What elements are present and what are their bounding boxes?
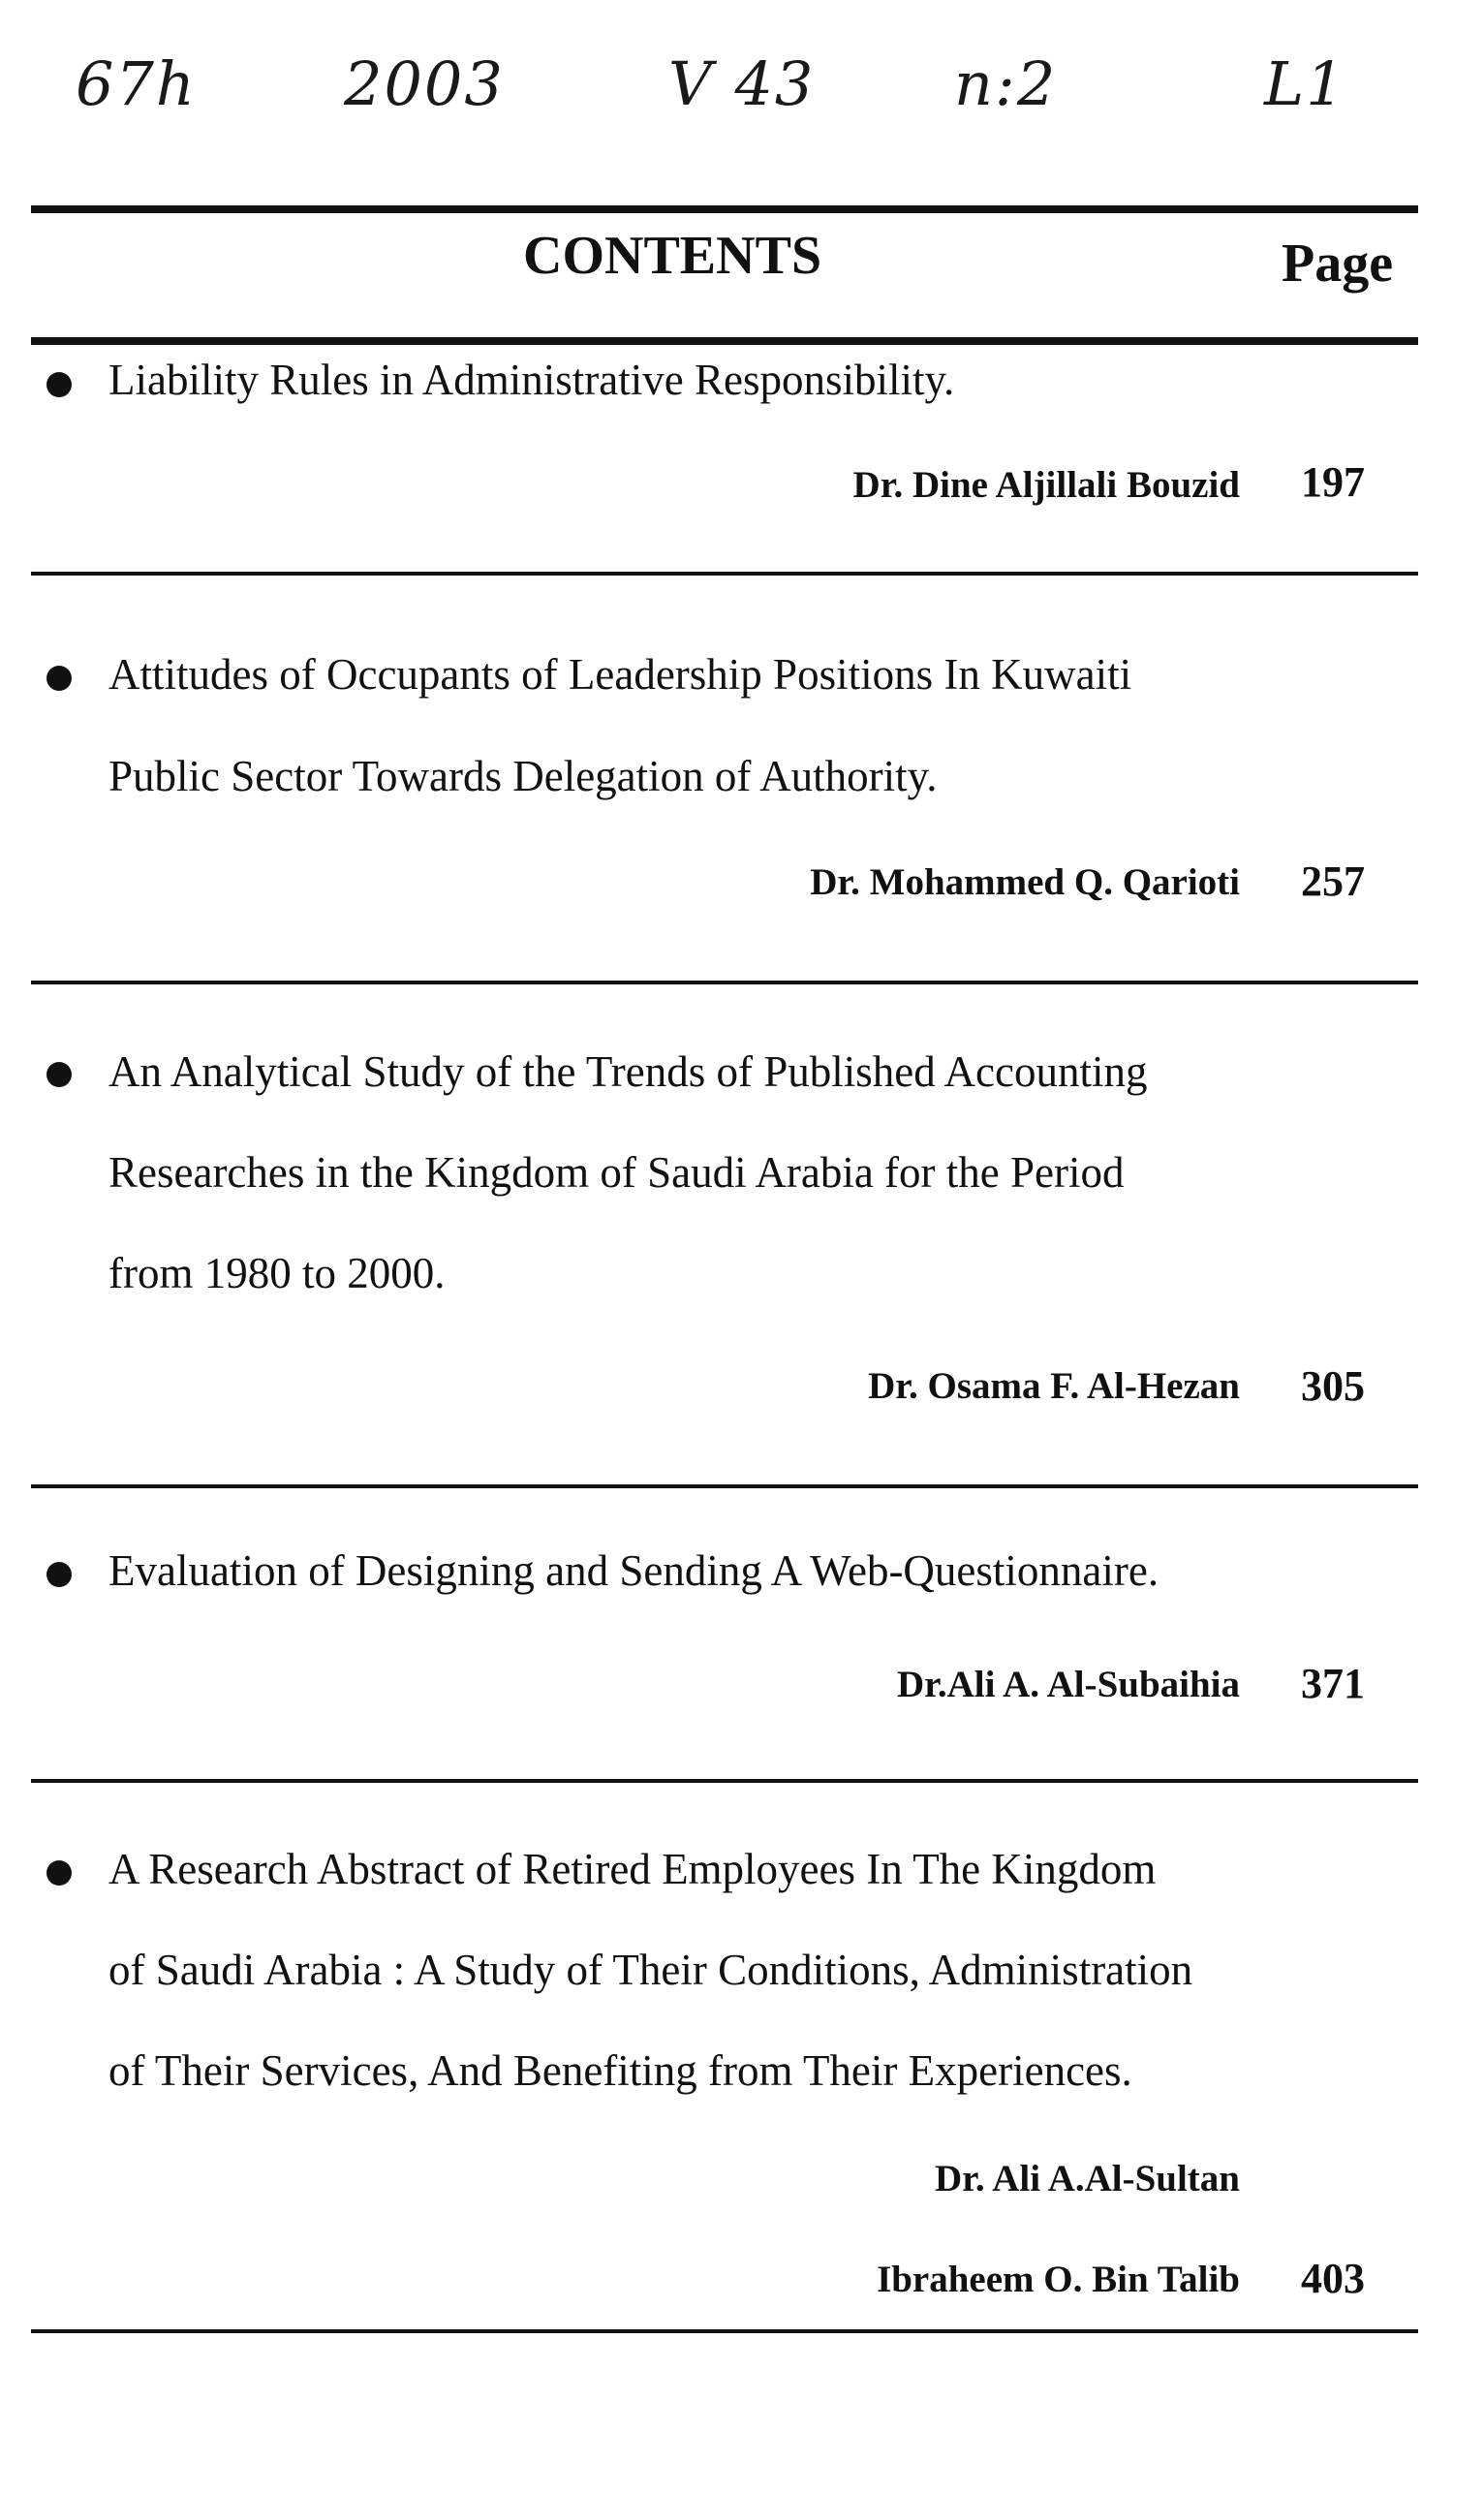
entry-divider <box>31 1779 1418 1783</box>
entry-author: Dr. Dine Aljillali Bouzid <box>852 464 1240 506</box>
entry-title-line: A Research Abstract of Retired Employees In The Kingdom <box>108 1845 1157 1893</box>
entry-author: Dr. Ali A.Al-Sultan <box>935 2158 1240 2199</box>
entry-title-line: An Analytical Study of the Trends of Published Accounting <box>108 1047 1148 1096</box>
entry-title-line: Liability Rules in Administrative Responsibility. <box>108 356 955 404</box>
entry-author: Dr. Osama F. Al-Hezan <box>868 1365 1240 1407</box>
entry-title-line: Researches in the Kingdom of Saudi Arabia for the Period <box>108 1148 1125 1197</box>
handwritten-note-1: 67h <box>76 48 197 119</box>
entry-divider <box>31 981 1418 984</box>
entry-author: Ibraheem O. Bin Talib <box>877 2259 1240 2300</box>
bullet-icon <box>46 1562 72 1587</box>
entry-page-number: 403 <box>1301 2255 1365 2302</box>
contents-heading: CONTENTS <box>523 226 822 286</box>
entry-title-line: Evaluation of Designing and Sending A Web-Questionnaire. <box>108 1546 1159 1595</box>
handwritten-note-2: 2003 <box>344 48 505 119</box>
entry-page-number: 257 <box>1301 858 1365 905</box>
handwritten-note-4: n:2 <box>954 48 1058 119</box>
entry-title-line: Attitudes of Occupants of Leadership Positions In Kuwaiti <box>108 650 1132 699</box>
entry-title-line: Public Sector Towards Delegation of Authority. <box>108 752 938 800</box>
header-top-rule <box>31 205 1418 213</box>
header-bottom-rule <box>31 337 1418 345</box>
entry-page-number: 371 <box>1301 1660 1365 1707</box>
entry-divider <box>31 2329 1418 2333</box>
entry-title-line: of Saudi Arabia : A Study of Their Conditions, Administration <box>108 1946 1193 1994</box>
bullet-icon <box>46 666 72 691</box>
entry-divider <box>31 1484 1418 1488</box>
bullet-icon <box>46 1062 72 1087</box>
entry-author: Dr. Mohammed Q. Qarioti <box>810 861 1240 903</box>
bullet-icon <box>46 1860 72 1886</box>
entry-title-line: from 1980 to 2000. <box>108 1249 446 1297</box>
entry-page-number: 197 <box>1301 458 1365 506</box>
entry-title-line: of Their Services, And Benefiting from Their Experiences. <box>108 2046 1132 2095</box>
handwritten-note-5: L1 <box>1264 48 1346 119</box>
page-column-heading: Page <box>1282 234 1394 294</box>
entry-author: Dr.Ali A. Al-Subaihia <box>896 1664 1240 1705</box>
bullet-icon <box>46 372 72 397</box>
entry-divider <box>31 572 1418 576</box>
handwritten-note-3: V 43 <box>668 48 816 119</box>
entry-page-number: 305 <box>1301 1362 1365 1410</box>
